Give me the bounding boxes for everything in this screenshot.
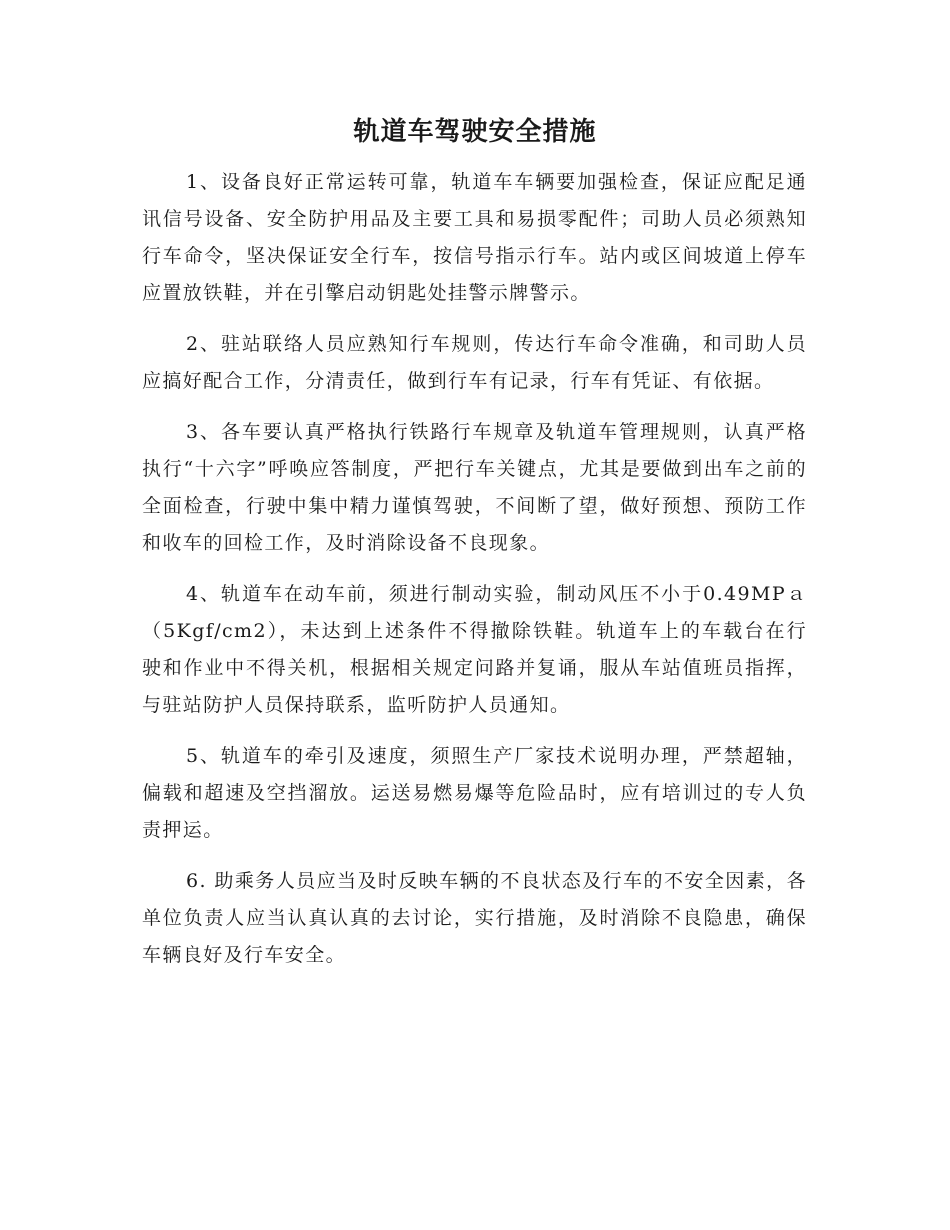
paragraph-3: 3、各车要认真严格执行铁路行车规章及轨道车管理规则，认真严格执行“十六字”呼唤应答制度，严把行车关键点，尤其是要做到出车之前的全面检查，行驶中集中精力谨慎驾驶，不间断了望，做好预想、预防工作和收车的回检工作，及时消除设备不良现象。 bbox=[142, 421, 807, 554]
paragraph-4: 4、轨道车在动车前，须进行制动实验，制动风压不小于0.49MPａ（5Kgf/cm2），未达到上述条件不得撤除铁鞋。轨道车上的车载台在行驶和作业中不得关机，根据相关规定问路并复诵，服从车站值班员指挥，与驻站防护人员保持联系，监听防护人员通知。 bbox=[142, 583, 807, 716]
document-title: 轨道车驾驶安全措施 bbox=[353, 117, 597, 147]
paragraph-2: 2、驻站联络人员应熟知行车规则，传达行车命令准确，和司助人员应搞好配合工作，分清责任，做到行车有记录，行车有凭证、有依据。 bbox=[142, 333, 807, 392]
paragraph-6: 6. 助乘务人员应当及时反映车辆的不良状态及行车的不安全因素，各单位负责人应当认真认真的去讨论，实行措施，及时消除不良隐患，确保车辆良好及行车安全。 bbox=[142, 870, 807, 966]
paragraph-1: 1、设备良好正常运转可靠，轨道车车辆要加强检查，保证应配足通讯信号设备、安全防护用品及主要工具和易损零配件；司助人员必须熟知行车命令，坚决保证安全行车，按信号指示行车。站内或区间坡道上停车应置放铁鞋，并在引擎启动钥匙处挂警示牌警示。 bbox=[142, 171, 807, 304]
document-body bbox=[142, 164, 807, 988]
paragraph-5: 5、轨道车的牵引及速度，须照生产厂家技术说明办理，严禁超轴，偏载和超速及空挡溜放。运送易燃易爆等危险品时，应有培训过的专人负责押运。 bbox=[142, 745, 807, 841]
